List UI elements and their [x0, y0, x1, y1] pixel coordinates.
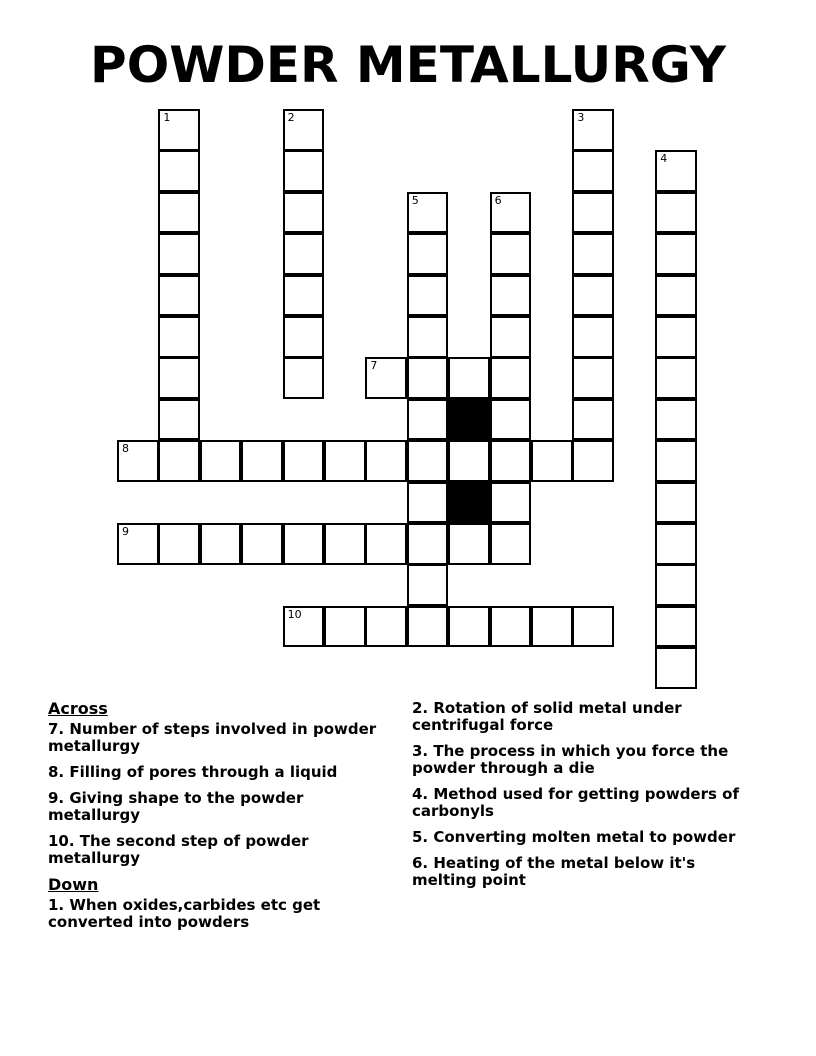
grid-cell[interactable] — [407, 523, 449, 565]
grid-cell[interactable] — [200, 440, 242, 482]
grid-cell[interactable] — [572, 316, 614, 358]
grid-cell[interactable] — [655, 440, 697, 482]
clue-down-3: 3. The process in which you force the powder through a die — [412, 742, 729, 777]
grid-cell[interactable] — [490, 606, 532, 648]
grid-cell[interactable] — [572, 399, 614, 441]
grid-cell[interactable] — [655, 357, 697, 399]
clue-number: 5 — [411, 193, 419, 207]
grid-cell[interactable] — [407, 564, 449, 606]
grid-cell[interactable] — [655, 647, 697, 689]
grid-cell[interactable] — [490, 192, 532, 234]
grid-cell[interactable] — [158, 109, 200, 151]
grid-cell[interactable] — [158, 440, 200, 482]
grid-cell[interactable] — [365, 357, 407, 399]
grid-cell[interactable] — [283, 357, 325, 399]
grid-cell[interactable] — [448, 523, 490, 565]
puzzle-title: POWDER METALLURGY — [90, 36, 726, 94]
grid-cell[interactable] — [655, 606, 697, 648]
grid-cell[interactable] — [572, 192, 614, 234]
clue-across-10: 10. The second step of powder metallurgy — [48, 832, 309, 867]
black-square — [448, 482, 490, 524]
grid-cell[interactable] — [490, 275, 532, 317]
grid-cell[interactable] — [655, 233, 697, 275]
grid-cell[interactable] — [407, 606, 449, 648]
clue-number: 2 — [287, 111, 295, 124]
grid-cell[interactable] — [283, 316, 325, 358]
clue-number: 9 — [122, 525, 129, 538]
grid-cell[interactable] — [324, 606, 366, 648]
clue-down-1: 1. When oxides,carbides etc get converted into powders — [48, 896, 321, 931]
grid-cell[interactable] — [572, 150, 614, 192]
grid-cell[interactable] — [283, 192, 325, 234]
grid-cell[interactable] — [283, 440, 325, 482]
grid-cell[interactable] — [490, 233, 532, 275]
clue-number: 1 — [163, 111, 171, 124]
clue-column-right — [412, 700, 757, 898]
clue-number: 6 — [494, 193, 502, 207]
grid-cell[interactable] — [655, 564, 697, 606]
grid-cell[interactable] — [158, 192, 200, 234]
grid-cell[interactable] — [490, 523, 532, 565]
grid-cell[interactable] — [448, 440, 490, 482]
grid-cell[interactable] — [283, 523, 325, 565]
grid-cell[interactable] — [407, 440, 449, 482]
grid-cell[interactable] — [572, 233, 614, 275]
clue-across-7: 7. Number of steps involved in powder metallurgy — [48, 720, 377, 755]
grid-cell[interactable] — [572, 440, 614, 482]
grid-cell[interactable] — [407, 233, 449, 275]
clue-down-2: 2. Rotation of solid metal under centrifugal force — [412, 699, 682, 734]
grid-cell[interactable] — [655, 150, 697, 192]
grid-cell[interactable] — [531, 440, 573, 482]
grid-cell[interactable] — [158, 150, 200, 192]
grid-cell[interactable] — [158, 316, 200, 358]
clue-down-5: 5. Converting molten metal to powder — [412, 828, 736, 846]
grid-cell[interactable] — [158, 233, 200, 275]
clue-down-6: 6. Heating of the metal below it's melting point — [412, 854, 696, 889]
grid-cell[interactable] — [200, 523, 242, 565]
grid-cell[interactable] — [448, 606, 490, 648]
clue-column-left — [48, 700, 393, 940]
grid-cell[interactable] — [117, 523, 159, 565]
grid-cell[interactable] — [117, 440, 159, 482]
clue-across-8: 8. Filling of pores through a liquid — [48, 763, 338, 781]
grid-cell[interactable] — [448, 357, 490, 399]
grid-cell[interactable] — [283, 275, 325, 317]
grid-cell[interactable] — [655, 316, 697, 358]
grid-cell[interactable] — [283, 109, 325, 151]
grid-cell[interactable] — [407, 357, 449, 399]
grid-cell[interactable] — [365, 440, 407, 482]
grid-cell[interactable] — [572, 606, 614, 648]
grid-cell[interactable] — [407, 275, 449, 317]
grid-cell[interactable] — [655, 482, 697, 524]
grid-cell[interactable] — [655, 192, 697, 234]
down-heading: Down — [48, 875, 99, 894]
grid-cell[interactable] — [407, 192, 449, 234]
grid-cell[interactable] — [158, 399, 200, 441]
grid-cell[interactable] — [283, 233, 325, 275]
grid-cell[interactable] — [324, 440, 366, 482]
grid-cell[interactable] — [365, 523, 407, 565]
clue-number: 10 — [287, 607, 302, 621]
grid-cell[interactable] — [324, 523, 366, 565]
across-heading: Across — [48, 699, 108, 718]
clue-across-9: 9. Giving shape to the powder metallurgy — [48, 789, 304, 824]
grid-cell[interactable] — [490, 316, 532, 358]
grid-cell[interactable] — [283, 150, 325, 192]
grid-cell[interactable] — [241, 523, 283, 565]
clue-number: 3 — [577, 111, 585, 124]
grid-cell[interactable] — [490, 482, 532, 524]
grid-cell[interactable] — [490, 399, 532, 441]
grid-cell[interactable] — [655, 399, 697, 441]
grid-cell[interactable] — [490, 357, 532, 399]
clue-number: 7 — [370, 359, 378, 373]
grid-cell[interactable] — [241, 440, 283, 482]
grid-cell[interactable] — [158, 275, 200, 317]
grid-cell[interactable] — [283, 606, 325, 648]
grid-cell[interactable] — [655, 523, 697, 565]
grid-cell[interactable] — [655, 275, 697, 317]
grid-cell[interactable] — [490, 440, 532, 482]
black-square — [448, 399, 490, 441]
clue-down-4: 4. Method used for getting powders of carbonyls — [412, 785, 739, 820]
grid-cell[interactable] — [572, 275, 614, 317]
clue-number: 8 — [122, 442, 129, 456]
clue-number: 4 — [660, 152, 668, 166]
grid-cell[interactable] — [407, 482, 449, 524]
grid-cell[interactable] — [365, 606, 407, 648]
grid-cell[interactable] — [572, 357, 614, 399]
grid-cell[interactable] — [572, 109, 614, 151]
grid-cell[interactable] — [158, 523, 200, 565]
grid-cell[interactable] — [407, 399, 449, 441]
grid-cell[interactable] — [158, 357, 200, 399]
grid-cell[interactable] — [407, 316, 449, 358]
grid-cell[interactable] — [531, 606, 573, 648]
